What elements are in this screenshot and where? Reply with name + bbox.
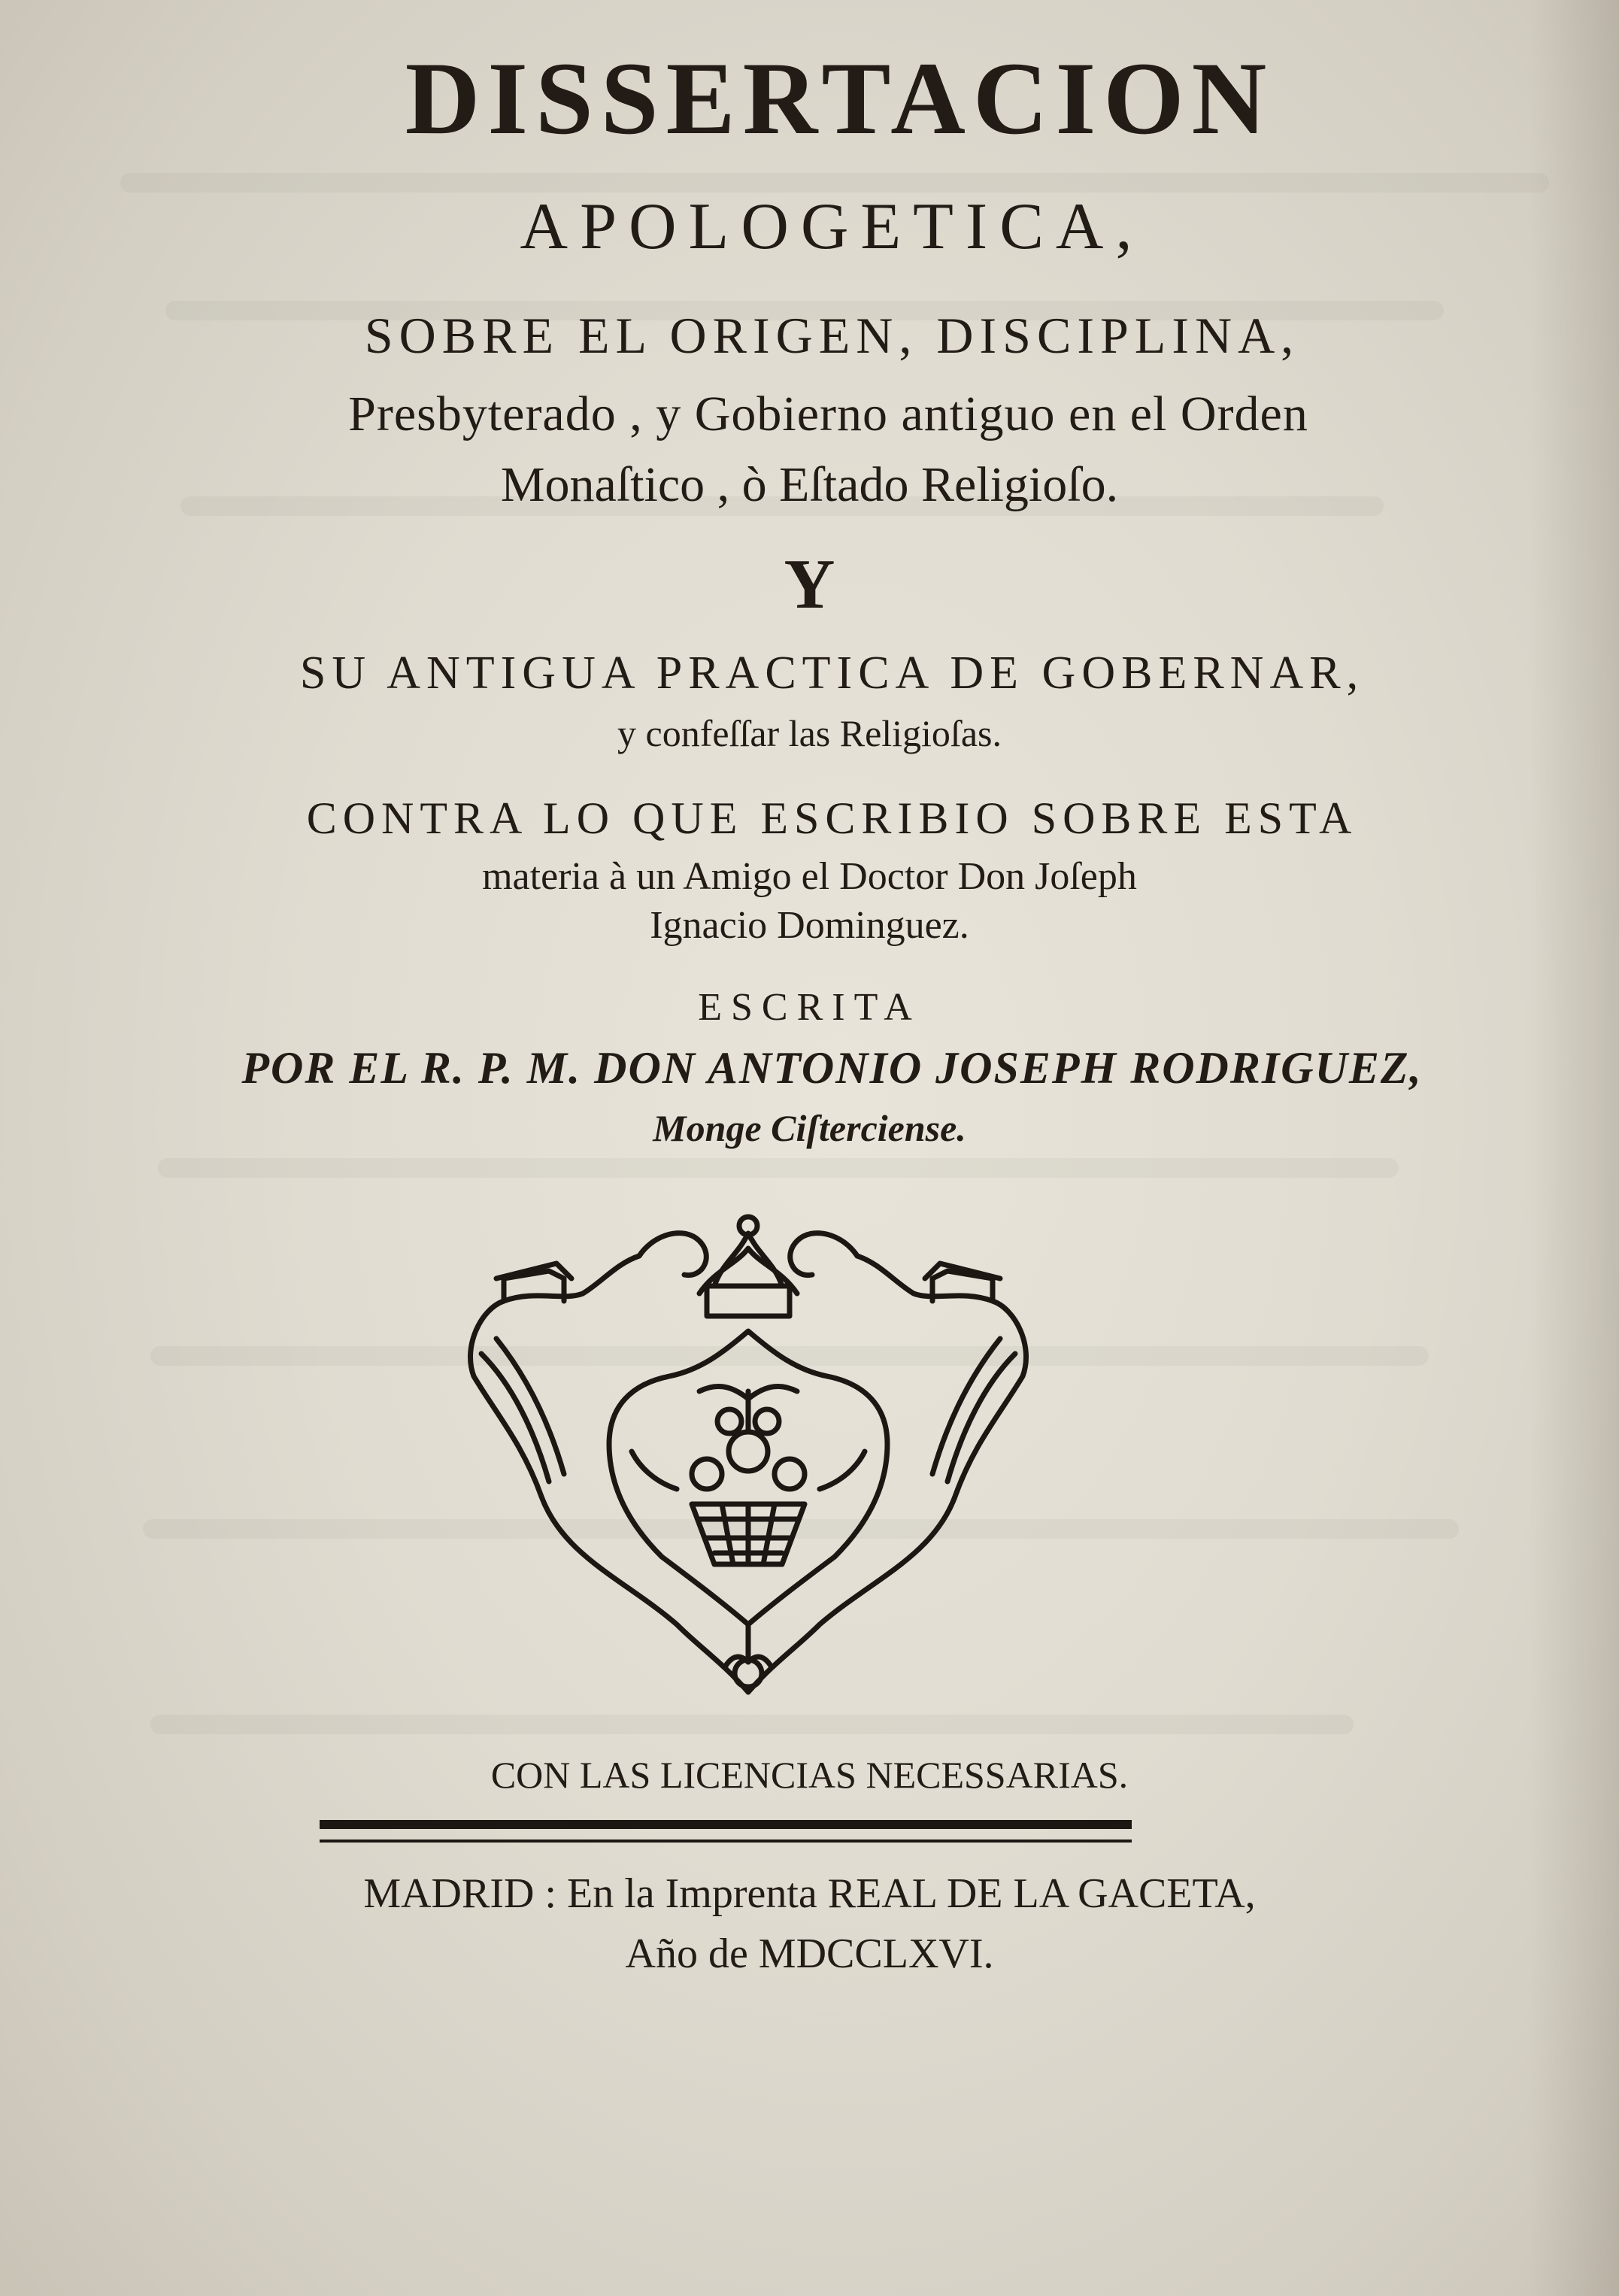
author-role: Monge Ciſterciense. [653,1107,966,1149]
title-line-monastic: Monaſtico , ò Eſtado Religioſo. [500,457,1119,512]
title-conjunction: Y [784,545,835,623]
book-title: DISSERTACION [405,41,1275,156]
title-line-confess: y confeſſar las Religioſas. [617,712,1002,754]
licenses-line: CON LAS LICENCIAS NECESSARIAS. [490,1754,1129,1796]
title-line-contra: CONTRA LO QUE ESCRIBIO SOBRE ESTA [306,793,1358,843]
double-rule-thick [320,1820,1132,1829]
author-line: POR EL R. P. M. DON ANTONIO JOSEPH RODRIGUEZ, [241,1043,1423,1093]
floral-cartouche-ornament-icon [451,1203,1045,1700]
written-by-label: ESCRITA [698,986,921,1029]
title-line-materia: materia à un Amigo el Doctor Don Joſeph [482,855,1137,898]
show-through-line [158,1158,1399,1178]
title-line-ignacio: Ignacio Dominguez. [650,904,969,947]
imprint-line: MADRID : En la Imprenta REAL DE LA GACETA, [363,1870,1256,1917]
book-subtitle: APOLOGETICA, [520,190,1145,263]
show-through-line [150,1715,1354,1734]
title-line-origin: SOBRE EL ORIGEN, DISCIPLINA, [364,307,1300,364]
title-line-practice: SU ANTIGUA PRACTICA DE GOBERNAR, [299,648,1365,699]
publication-year: Año de MDCCLXVI. [625,1931,994,1977]
double-rule-thin [320,1840,1132,1843]
title-line-presbyterate: Presbyterado , y Gobierno antiguo en el Orden [348,387,1308,441]
